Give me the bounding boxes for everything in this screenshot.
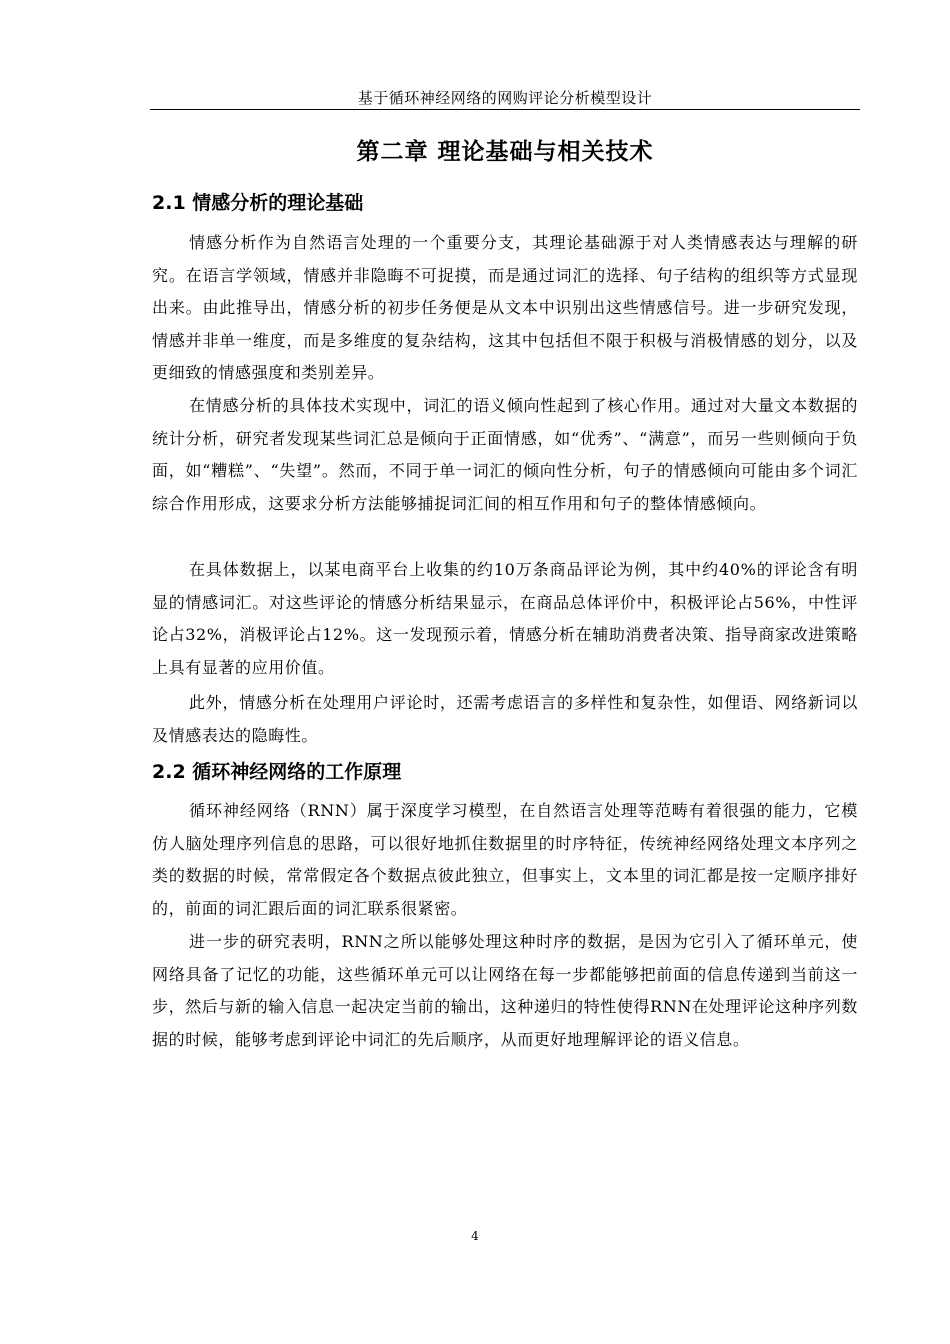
section-heading-2-2: 2.2 循环神经网络的工作原理 <box>152 761 402 783</box>
paragraph: 循环神经网络（RNN）属于深度学习模型，在自然语言处理等范畴有着很强的能力，它模仿人脑处理序列信息的思路，可以很好地抓住数据里的时序特征，传统神经网络处理文本序列之类的数据的时候，常常假定各个数据点彼此独立，但事实上，文本里的词汇都是按一定顺序排好的，前面的词汇跟后面的词汇联系很紧密。 <box>152 801 858 918</box>
paragraph: 在情感分析的具体技术实现中，词汇的语义倾向性起到了核心作用。通过对大量文本数据的统计分析，研究者发现某些词汇总是倾向于正面情感，如“优秀”、“满意”，而另一些则倾向于负面，如“糟糕”、“失望”。然而，不同于单一词汇的倾向性分析，句子的情感倾向可能由多个词汇综合作用形成，这要求分析方法能够捕捉词汇间的相互作用和句子的整体情感倾向。 <box>152 396 858 513</box>
paragraph: 在具体数据上，以某电商平台上收集的约10万条商品评论为例，其中约40%的评论含有明显的情感词汇。对这些评论的情感分析结果显示，在商品总体评价中，积极评论占56%，中性评论占32%，消极评论占12%。这一发现预示着，情感分析在辅助消费者决策、指导商家改进策略上具有显著的应用价值。 <box>152 560 858 677</box>
header-rule <box>150 109 860 110</box>
page-number: 4 <box>471 1229 479 1243</box>
running-header: 基于循环神经网络的网购评论分析模型设计 <box>357 89 653 107</box>
chapter-title: 第二章 理论基础与相关技术 <box>356 139 654 165</box>
paragraph: 情感分析作为自然语言处理的一个重要分支，其理论基础源于对人类情感表达与理解的研究。在语言学领域，情感并非隐晦不可捉摸，而是通过词汇的选择、句子结构的组织等方式显现出来。由此推导出，情感分析的初步任务便是从文本中识别出这些情感信号。进一步研究发现，情感并非单一维度，而是多维度的复杂结构，这其中包括但不限于积极与消极情感的划分，以及更细致的情感强度和类别差异。 <box>152 233 858 383</box>
paragraph: 进一步的研究表明，RNN之所以能够处理这种时序的数据，是因为它引入了循环单元，使网络具备了记忆的功能，这些循环单元可以让网络在每一步都能够把前面的信息传递到当前这一步，然后与新的输入信息一起决定当前的输出，这种递归的特性使得RNN在处理评论这种序列数据的时候，能够考虑到评论中词汇的先后顺序，从而更好地理解评论的语义信息。 <box>152 932 858 1049</box>
paragraph: 此外，情感分析在处理用户评论时，还需考虑语言的多样性和复杂性，如俚语、网络新词以及情感表达的隐晦性。 <box>152 693 858 745</box>
section-heading-2-1: 2.1 情感分析的理论基础 <box>152 192 364 214</box>
